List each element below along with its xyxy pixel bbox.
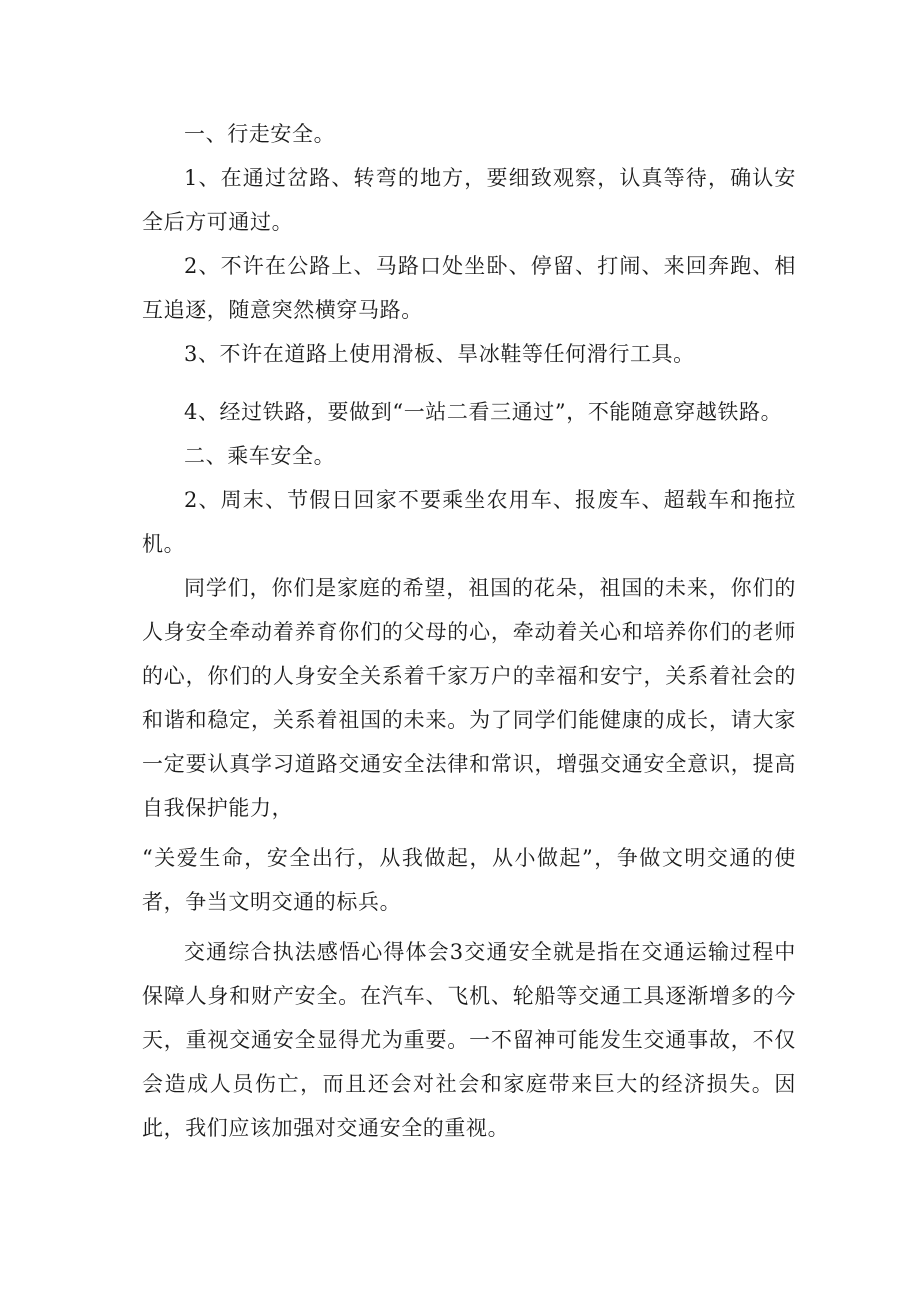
paragraph-8: 交通综合执法感悟心得体会3交通安全就是指在交通运输过程中保障人身和财产安全。在汽车、飞机、轮船等交通工具逐渐增多的今天，重视交通安全显得尤为重要。一不留神可能发生交通事故，不仅会造成人员伤亡，而且还会对社会和家庭带来巨大的经济损失。因此，我们应该加强对交通安全的重视。	[142, 940, 796, 1140]
paragraph-4: 4、经过铁路，要做到“一站二看三通过”，不能随意穿越铁路。	[184, 400, 783, 424]
document-body	[142, 112, 796, 1150]
section-heading-riding-safety: 二、乘车安全。	[184, 444, 336, 468]
section-heading-walking-safety: 一、行走安全。	[184, 122, 336, 146]
paragraph-1: 1、在通过岔路、转弯的地方，要细致观察，认真等待，确认安全后方可通过。	[142, 166, 796, 234]
paragraph-6: 同学们，你们是家庭的希望，祖国的花朵，祖国的未来，你们的人身安全牵动着养育你们的父母的心，牵动着关心和培养你们的老师的心，你们的人身安全关系着千家万户的幸福和安宁，关系着社会的和谐和稳定，关系着祖国的未来。为了同学们能健康的成长，请大家一定要认真学习道路交通安全法律和常识，增强交通安全意识，提高自我保护能力，	[142, 576, 796, 820]
paragraph-2: 2、不许在公路上、马路口处坐卧、停留、打闹、来回奔跑、相互追逐，随意突然横穿马路。	[142, 254, 796, 322]
paragraph-7: “关爱生命，安全出行，从我做起，从小做起”，争做文明交通的使者，争当文明交通的标兵。	[142, 846, 796, 914]
paragraph-3: 3、不许在道路上使用滑板、旱冰鞋等任何滑行工具。	[184, 342, 695, 366]
paragraph-5: 2、周末、节假日回家不要乘坐农用车、报废车、超载车和拖拉机。	[142, 488, 796, 556]
